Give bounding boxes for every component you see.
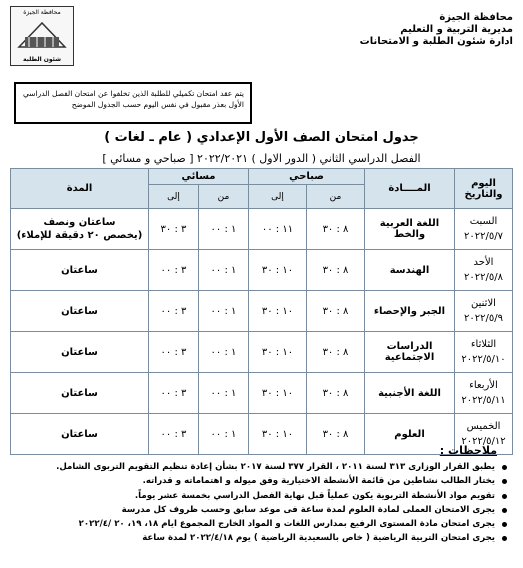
evening-from-cell: ١ : ٠٠: [198, 332, 248, 373]
header-morning-from: من: [307, 185, 365, 209]
notes-list: [0, 460, 509, 546]
header-evening: مسائي: [148, 169, 248, 185]
header-day-date: اليوم والتاريخ: [455, 169, 513, 209]
morning-from-cell: ٨ : ٣٠: [307, 250, 365, 291]
subject-cell: اللغة الأجنبية: [365, 373, 455, 414]
duration-label: ساعتان ونصف: [43, 217, 116, 228]
table-row: [11, 414, 513, 455]
header-block: [313, 12, 513, 48]
department-logo: [10, 6, 74, 66]
logo-caption: شئون الطلبة: [22, 56, 61, 63]
duration-note: (يخصص ٢٠ دقيقة للإملاء): [16, 230, 143, 241]
list-item: يجرى الامتحان العملى لمادة العلوم لمدة ساعة فى موعد سابق وحسب ظروف كل مدرسة: [0, 503, 495, 517]
evening-to-cell: ٣ : ٠٠: [148, 250, 198, 291]
morning-to-cell: ١٠ : ٣٠: [248, 250, 306, 291]
day-date-cell: [455, 332, 513, 373]
day-label: الخميس: [466, 421, 501, 432]
table-row: [11, 209, 513, 250]
day-label: الاثنين: [471, 298, 496, 309]
morning-to-cell: ١٠ : ٣٠: [248, 291, 306, 332]
morning-from-cell: ٨ : ٣٠: [307, 291, 365, 332]
morning-to-cell: ١٠ : ٣٠: [248, 414, 306, 455]
morning-to-cell: ١٠ : ٣٠: [248, 373, 306, 414]
day-label: الأربعاء: [469, 380, 498, 391]
evening-to-cell: ٣ : ٠٠: [148, 332, 198, 373]
page-subtitle: الفصل الدراسي الثاني ( الدور الاول ) ٢٠٢٢/٢٠٢١ [ صباحي و مسائي ]: [102, 152, 421, 165]
governorate-label: محافظة الجيزة: [439, 12, 513, 23]
day-date-cell: [455, 373, 513, 414]
morning-from-cell: ٨ : ٣٠: [307, 414, 365, 455]
evening-from-cell: ١ : ٠٠: [198, 414, 248, 455]
date-label: ٢٠٢٢/٥/١٢: [461, 436, 506, 447]
notice-box: يتم عقد امتحان تكميلي للطلبة الذين تخلفوا عن امتحان الفصل الدراسي الأول بعذر مقبول في نفس اليوم حسب الجدول الموضح: [14, 82, 252, 124]
date-label: ٢٠٢٢/٥/٩: [464, 313, 503, 324]
header-morning-to: إلى: [248, 185, 306, 209]
table-row: [11, 291, 513, 332]
evening-to-cell: ٣ : ٣٠: [148, 209, 198, 250]
date-label: ٢٠٢٢/٥/٨: [464, 272, 503, 283]
date-label: ٢٠٢٢/٥/١٠: [461, 354, 506, 365]
duration-cell: ساعتان: [11, 373, 149, 414]
duration-cell: ساعتان: [11, 250, 149, 291]
day-date-cell: [455, 250, 513, 291]
administration-label: ادارة شئون الطلبة و الامتحانات: [359, 36, 513, 47]
subject-cell: الجبر والإحصاء: [365, 291, 455, 332]
morning-from-cell: ٨ : ٣٠: [307, 373, 365, 414]
subject-cell: الدراسات الاجتماعية: [365, 332, 455, 373]
date-label: ٢٠٢٢/٥/٧: [464, 231, 503, 242]
morning-from-cell: ٨ : ٣٠: [307, 332, 365, 373]
duration-cell: [11, 209, 149, 250]
table-row: [11, 373, 513, 414]
day-label: الثلاثاء: [470, 339, 497, 350]
exam-schedule-table: [10, 168, 513, 455]
list-item: تقويم مواد الأنشطة التربوية يكون عملياً قبل نهاية الفصل الدراسي بخمسة عشر يوماً.: [0, 489, 495, 503]
header-duration: المدة: [11, 169, 149, 209]
page-title: جدول امتحان الصف الأول الإعدادي ( عام ـ لغات ): [104, 130, 419, 145]
duration-cell: ساعتان: [11, 332, 149, 373]
list-item: يجرى امتحان التربية الرياضية ( خاص بالسعيدية الرياضية ) يوم ٢٠٢٢/٤/١٨ لمدة ساعة: [0, 531, 495, 545]
notes-title: ملاحظات :: [439, 444, 497, 457]
morning-to-cell: ١٠ : ٣٠: [248, 332, 306, 373]
morning-from-cell: ٨ : ٣٠: [307, 209, 365, 250]
header-evening-to: إلى: [148, 185, 198, 209]
day-date-cell: [455, 209, 513, 250]
table-row: [11, 332, 513, 373]
duration-cell: ساعتان: [11, 291, 149, 332]
evening-to-cell: ٣ : ٠٠: [148, 291, 198, 332]
day-date-cell: [455, 291, 513, 332]
header-subject: المــــادة: [365, 169, 455, 209]
evening-from-cell: ١ : ٠٠: [198, 291, 248, 332]
list-item: يختار الطالب نشاطين من قائمة الأنشطة الاختيارية وفق ميوله و اهتماماته و قدراته.: [0, 474, 495, 488]
day-label: السبت: [469, 216, 498, 227]
date-label: ٢٠٢٢/٥/١١: [461, 395, 506, 406]
table-row: [11, 250, 513, 291]
list-item: يجرى امتحان مادة المستوى الرفيع بمدارس اللغات و المواد الخارج المجموع ايام ١٨، ١٩، ٢٠ /٢٠٢٢/٤: [0, 517, 495, 531]
logo-top-text: محافظة الجيزة: [23, 9, 61, 16]
evening-from-cell: ١ : ٠٠: [198, 373, 248, 414]
list-item: يطبق القرار الوزارى ٣١٣ لسنة ٢٠١١ ، القرار ٣٧٧ لسنة ٢٠١٧ بشأن إعادة تنظيم التقويم التربوى الشامل.: [0, 460, 495, 474]
header-morning: صباحي: [248, 169, 364, 185]
day-label: الأحد: [473, 257, 494, 268]
evening-to-cell: ٣ : ٠٠: [148, 414, 198, 455]
evening-from-cell: ١ : ٠٠: [198, 209, 248, 250]
morning-to-cell: ١١ : ٠٠: [248, 209, 306, 250]
directorate-label: مديرية التربية و التعليم: [400, 24, 513, 35]
subject-cell: الهندسة: [365, 250, 455, 291]
header-evening-from: من: [198, 185, 248, 209]
subject-cell: العلوم: [365, 414, 455, 455]
evening-to-cell: ٣ : ٠٠: [148, 373, 198, 414]
subject-cell: اللغة العربية والخط: [365, 209, 455, 250]
evening-from-cell: ١ : ٠٠: [198, 250, 248, 291]
duration-cell: ساعتان: [11, 414, 149, 455]
